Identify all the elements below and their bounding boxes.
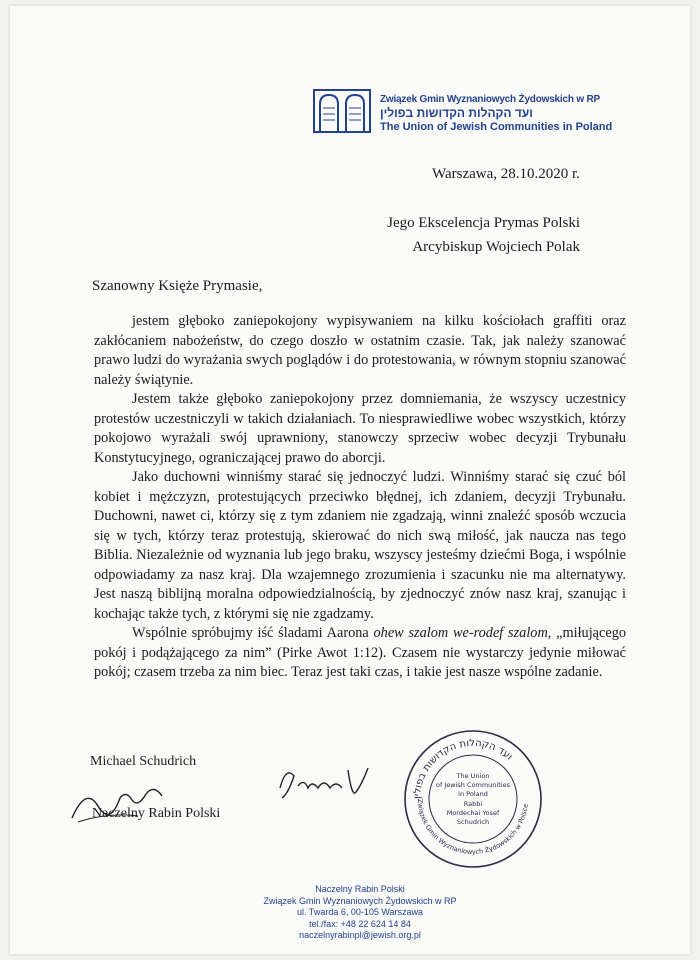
footer-address: ul. Twarda 6, 00-105 Warszawa (296, 907, 424, 917)
signer-title: Naczelny Rabin Polski (92, 806, 221, 821)
letterhead (310, 84, 640, 140)
letter-body (94, 312, 626, 683)
recipient-title: Jego Ekscelencja Prymas Polski (387, 215, 580, 231)
org-name-english: The Union of Jewish Communities in Poland (380, 121, 613, 133)
seal-line-2: of Jewish Communities (436, 781, 510, 789)
letter-date: Warszawa, 28.10.2020 r. (432, 166, 580, 182)
paragraph-4-quote: ohew szalom we-rodef szalom (373, 625, 548, 641)
paragraph-4-end: , „miłującego pokój i podążającego za nim” (Pirke Awot 1:12). Czasem nie wystarczy jedynie miłować pokój; czasem trzeba za nim biec. Teraz jest taki czas, i takie jest nasze wspólne zadanie. (94, 625, 627, 680)
org-name-hebrew: ועד הקהלות הקדושות בפולין (380, 106, 533, 120)
tablets-logo-icon (310, 86, 374, 136)
seal-line-4: Rabbi (463, 800, 483, 808)
paragraph-1: jestem głęboko zaniepokojony wypisywaniem na kilku kościołach graffiti oraz zakłócaniem nabożeństw, do czego doszło w ostatnim czasie. Tak, jak należy szanować prawo ludzi do wyrażania swych poglądów i do protestowania, w równym stopniu szanować należy świątynie. (94, 313, 626, 388)
organization-name (380, 94, 650, 133)
salutation: Szanowny Księże Prymasie, (92, 278, 263, 294)
footer-email: naczelnyrabinpl@jewish.org.pl (299, 930, 421, 940)
seal-ring-hebrew: ועד הקהלות הקדושות בפולין (411, 737, 515, 800)
recipient-name: Arcybiskup Wojciech Polak (412, 239, 580, 255)
signer-name: Michael Schudrich (90, 754, 197, 769)
seal-line-5: Mordechai Yosef (446, 809, 500, 817)
official-seal-stamp-icon (402, 728, 544, 870)
paragraph-3: Jako duchowni winniśmy starać się jednoczyć ludzi. Winniśmy starać się czuć ból kobiet i mężczyzn, protestujących przeciwko błędnej, ich zdaniem, decyzji Trybunału. Duchowni, nawet ci, którzy się z tym zdaniem nie zgadzają, winni znaleźć sposób wczucia się w tych, którzy teraz protestują, skierować do nich swą miłość, jak naucza nas tego Biblia. Niezależnie od wyznania lub jego braku, wszyscy jesteśmy dziećmi Boga, i wspólnie odpowiadamy za nasz kraj. Dla wzajemnego zrozumienia i szacunku nie ma alternatywy. Jest naszą biblijną moralna odpowiedzialnością, by zjednoczyć znów nasz kraj, szanując i kochając także tych, z którymi się nie zgadzamy. (94, 469, 626, 622)
footer-title: Naczelny Rabin Polski (315, 884, 405, 894)
seal-line-1: The Union (456, 772, 490, 780)
paragraph-4 (94, 624, 626, 683)
footer-organization: Związek Gmin Wyznaniowych Żydowskich w RP (263, 895, 457, 906)
seal-line-6: Schudrich (456, 818, 490, 826)
seal-ring-polish: Związek Gmin Wyznaniowych Żydowskich w Polsce (415, 798, 530, 857)
footer-phone: tel./fax: +48 22 624 14 84 (309, 918, 411, 929)
letter-sheet (10, 6, 690, 954)
seal-line-3: in Poland (458, 790, 488, 798)
org-name-polish: Związek Gmin Wyznaniowych Żydowskich w RP (380, 94, 600, 105)
paragraph-2: Jestem także głęboko zaniepokojony przez domniemania, że wszyscy uczestnicy protestów uczestniczyli w takich działaniach. To niesprawiedliwe wobec wszystkich, którzy pokojowo wyrażali swój uprawniony, stanowczy sprzeciw wobec decyzji Trybunału Konstytucyjnego, ograniczającej prawo do aborcji. (94, 391, 626, 466)
paragraph-4-start: Wspólnie spróbujmy iść śladami Aarona (132, 625, 374, 641)
recipient-block (387, 211, 580, 259)
handwritten-signature-2-icon (272, 758, 382, 808)
letter-footer (10, 884, 700, 942)
